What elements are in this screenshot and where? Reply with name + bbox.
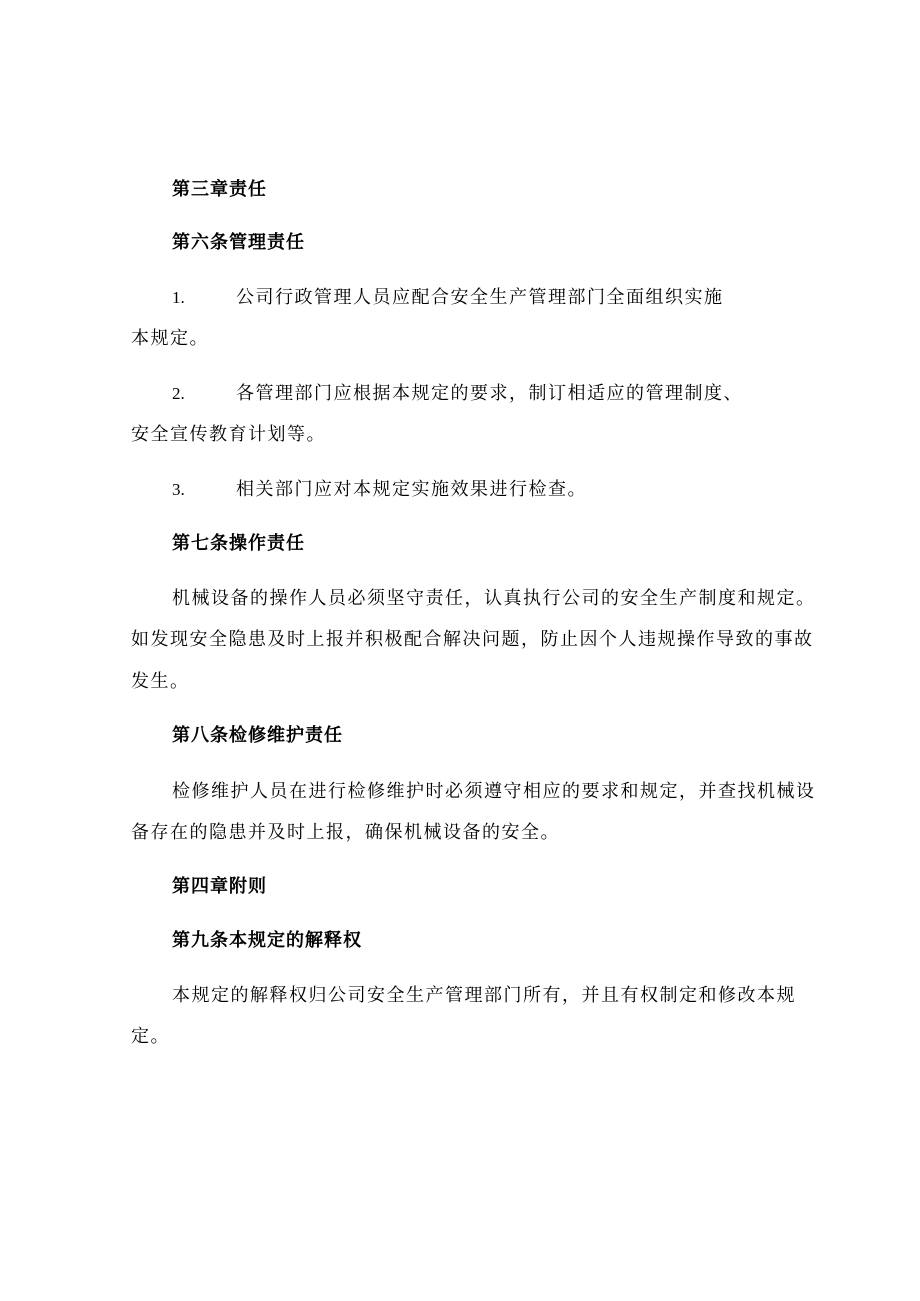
article-6-item-2-line-2: 安全宣传教育计划等。 <box>131 424 326 445</box>
article-8-title: 第八条检修维护责任 <box>172 725 343 746</box>
article-6-item-3-line-1: 相关部门应对本规定实施效果进行检查。 <box>236 479 587 500</box>
article-7-paragraph-line-3: 发生。 <box>131 671 190 692</box>
article-6-item-1-number: 1. <box>172 288 185 307</box>
article-6-item-1-line-2: 本规定。 <box>131 328 209 349</box>
article-8-paragraph-line-2: 备存在的隐患并及时上报，确保机械设备的安全。 <box>131 822 560 843</box>
article-6-item-3-number: 3. <box>172 480 185 499</box>
article-8-paragraph-line-1: 检修维护人员在进行检修维护时必须遵守相应的要求和规定，并查找机械设 <box>172 781 816 802</box>
chapter-4-title: 第四章附则 <box>172 876 267 897</box>
article-7-title: 第七条操作责任 <box>172 533 305 554</box>
article-9-paragraph-line-2: 定。 <box>131 1026 170 1047</box>
article-6-item-2-number: 2. <box>172 384 185 403</box>
article-9-paragraph-line-1: 本规定的解释权归公司安全生产管理部门所有，并且有权制定和修改本规 <box>172 985 796 1006</box>
article-6-title: 第六条管理责任 <box>172 232 305 253</box>
article-6-item-1-line-1: 公司行政管理人员应配合安全生产管理部门全面组织实施 <box>236 287 724 308</box>
article-9-title: 第九条本规定的解释权 <box>172 930 362 951</box>
article-6-item-2-line-1: 各管理部门应根据本规定的要求，制订相适应的管理制度、 <box>236 383 743 404</box>
article-7-paragraph-line-1: 机械设备的操作人员必须坚守责任，认真执行公司的安全生产制度和规定。 <box>172 588 816 609</box>
chapter-3-title: 第三章责任 <box>172 179 267 200</box>
article-7-paragraph-line-2: 如发现安全隐患及时上报并积极配合解决问题，防止因个人违规操作导致的事故 <box>131 629 814 650</box>
